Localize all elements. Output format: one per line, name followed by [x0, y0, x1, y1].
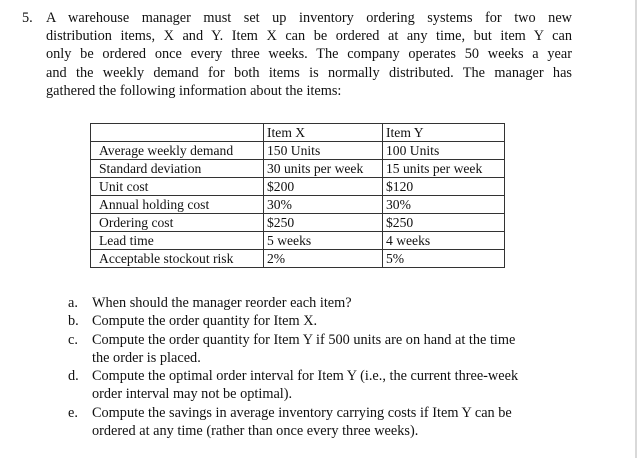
table-cell: 5% — [383, 250, 505, 268]
part-label: e. — [68, 404, 78, 421]
part-text: Compute the order quantity for Item X. — [92, 313, 318, 330]
intro-line: gathered the following information about the items: — [46, 82, 342, 99]
table-cell: Average weekly demand — [91, 142, 264, 160]
table-cell: $250 — [264, 214, 383, 232]
table-row — [91, 178, 505, 196]
part-label: c. — [68, 331, 78, 348]
part-label: b. — [68, 313, 79, 330]
question-part — [68, 367, 574, 404]
table-header-cell: Item Y — [383, 124, 505, 142]
part-text: When should the manager reorder each item? — [92, 295, 352, 311]
table-cell: 4 weeks — [383, 232, 505, 250]
part-label: d. — [68, 368, 79, 385]
part-text: Compute the order quantity for Item Y if 500 units are on hand at the time — [92, 331, 516, 348]
table-row — [91, 160, 505, 178]
question-part — [68, 294, 574, 312]
table-cell: $200 — [264, 178, 383, 196]
table-row — [91, 232, 505, 250]
table-header-cell: Item X — [264, 124, 383, 142]
table-row — [91, 196, 505, 214]
table-cell: Acceptable stockout risk — [91, 250, 264, 268]
table-cell: Lead time — [91, 232, 264, 250]
part-text: Compute the savings in average inventory carrying costs if Item Y can be — [92, 404, 512, 421]
question-parts-list — [68, 294, 574, 440]
table-row — [91, 214, 505, 232]
item-info-table — [90, 123, 505, 268]
table-header-cell — [91, 124, 264, 142]
question-number: 5. — [22, 10, 33, 26]
table-row — [91, 250, 505, 268]
table-cell: Annual holding cost — [91, 196, 264, 214]
table-cell: $120 — [383, 178, 505, 196]
question-part — [68, 331, 574, 368]
table-cell: 30% — [383, 196, 505, 214]
part-text: order interval may not be optimal). — [92, 386, 293, 403]
table-cell: 30% — [264, 196, 383, 214]
question-intro — [46, 9, 572, 100]
table-cell: 2% — [264, 250, 383, 268]
table-header-row — [91, 124, 505, 142]
part-text: the order is placed. — [92, 349, 201, 366]
part-label: a. — [68, 295, 78, 311]
table-cell: 15 units per week — [383, 160, 505, 178]
question-part — [68, 404, 574, 441]
table-cell: 150 Units — [264, 142, 383, 160]
intro-line: distribution items, X and Y. Item X can be ordered at any time, but item Y can — [46, 28, 572, 45]
table-cell: 30 units per week — [264, 160, 383, 178]
table-cell: 100 Units — [383, 142, 505, 160]
part-text: Compute the optimal order interval for Item Y (i.e., the current three-week — [92, 368, 519, 385]
table-row — [91, 142, 505, 160]
intro-line: and the weekly demand for both items is normally distributed. The manager has — [46, 64, 572, 81]
intro-line: only be ordered once every three weeks. The company operates 50 weeks a year — [46, 46, 572, 63]
table-cell: 5 weeks — [264, 232, 383, 250]
table-cell: Unit cost — [91, 178, 264, 196]
table-cell: $250 — [383, 214, 505, 232]
part-text: ordered at any time (rather than once every three weeks). — [92, 423, 419, 440]
table-cell: Ordering cost — [91, 214, 264, 232]
table-cell: Standard deviation — [91, 160, 264, 178]
intro-line: A warehouse manager must set up inventory ordering systems for two new — [46, 10, 572, 26]
question-part — [68, 312, 574, 330]
